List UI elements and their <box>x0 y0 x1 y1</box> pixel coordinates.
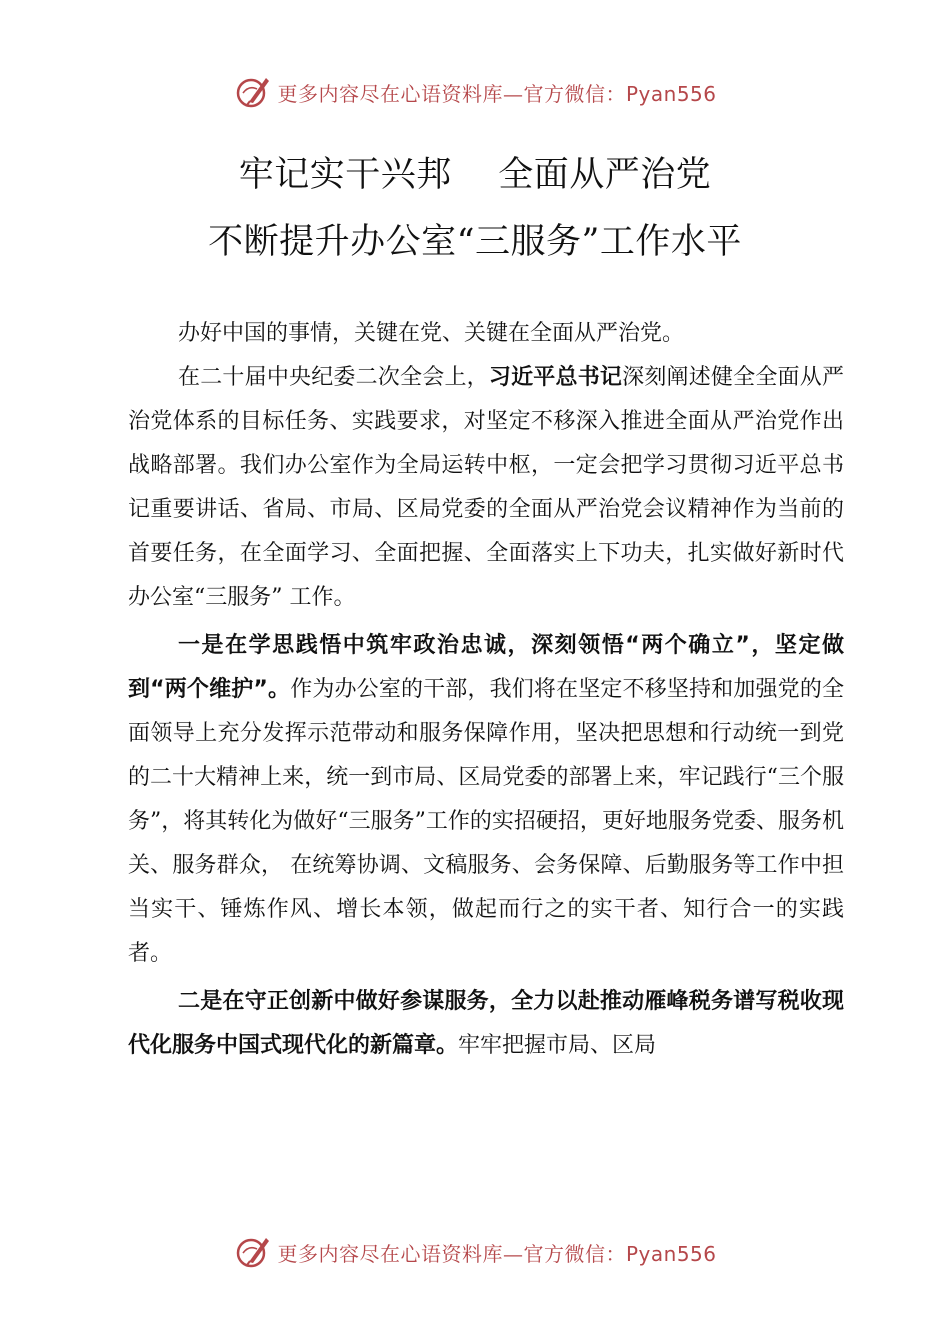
footer-watermark-banner <box>0 1230 950 1274</box>
header-watermark-banner <box>0 70 950 114</box>
paragraph-point-two: 二是在守正创新中做好参谋服务，全力以赴推动雁峰税务谱写税收现代化服务中国式现代化的新篇章。牢牢把握市局、区局 <box>128 989 844 1058</box>
document-title-line-1: 牢记实干兴邦 全面从严治党 <box>238 155 712 195</box>
point-two-heading: 二是在守正创新中做好参谋服务，全力以赴推动雁峰税务谱写税收现代化服务中国式现代化的新篇章。 <box>128 989 844 1058</box>
watermark-text: 更多内容尽在心语资料库—官方微信：Pyan556 <box>277 81 717 106</box>
point-one-heading: 一是在学思践悟中筑牢政治忠诚，深刻领悟“两个确立”，坚定做到“两个维护”。 <box>128 633 844 702</box>
paragraph-plenary: 在二十届中央纪委二次全会上，习近平总书记深刻阐述健全全面从严治党体系的目标任务、实践要求，对坚定不移深入推进全面从严治党作出战略部署。我们办公室作为全局运转中枢，一定会把学习贯彻习近平总书记重要讲话、省局、市局、区局党委的全面从严治党会议精神作为当前的首要任务，在全面学习、全面把握、全面落实上下功夫，扎实做好新时代办公室“三服务” 工作。 <box>128 365 844 610</box>
paragraph-intro: 办好中国的事情，关键在党、关键在全面从严治党。 <box>178 321 685 346</box>
watermark-text: 更多内容尽在心语资料库—官方微信：Pyan556 <box>277 1241 717 1266</box>
document-body <box>128 312 844 1068</box>
quill-logo-icon <box>233 1232 273 1272</box>
quill-logo-icon <box>233 72 273 112</box>
bold-name: 习近平总书记 <box>488 365 623 390</box>
document-title-line-2: 不断提升办公室“三服务”工作水平 <box>208 222 742 262</box>
paragraph-point-one: 一是在学思践悟中筑牢政治忠诚，深刻领悟“两个确立”，坚定做到“两个维护”。作为办公室的干部，我们将在坚定不移坚持和加强党的全面领导上充分发挥示范带动和服务保障作用，坚决把思想和行动统一到党的二十大精神上来，统一到市局、区局党委的部署上来，牢记践行“三个服务”，将其转化为做好“三服务”工作的实招硬招，更好地服务党委、服务机关、服务群众， 在统筹协调、文稿服务、会务保障、后勤服务等工作中担当实干、锤炼作风、增长本领，做起而行之的实干者、知行合一的实践者。 <box>128 633 844 966</box>
wechat-handle: Pyan556 <box>625 1241 717 1266</box>
wechat-handle: Pyan556 <box>625 81 717 106</box>
